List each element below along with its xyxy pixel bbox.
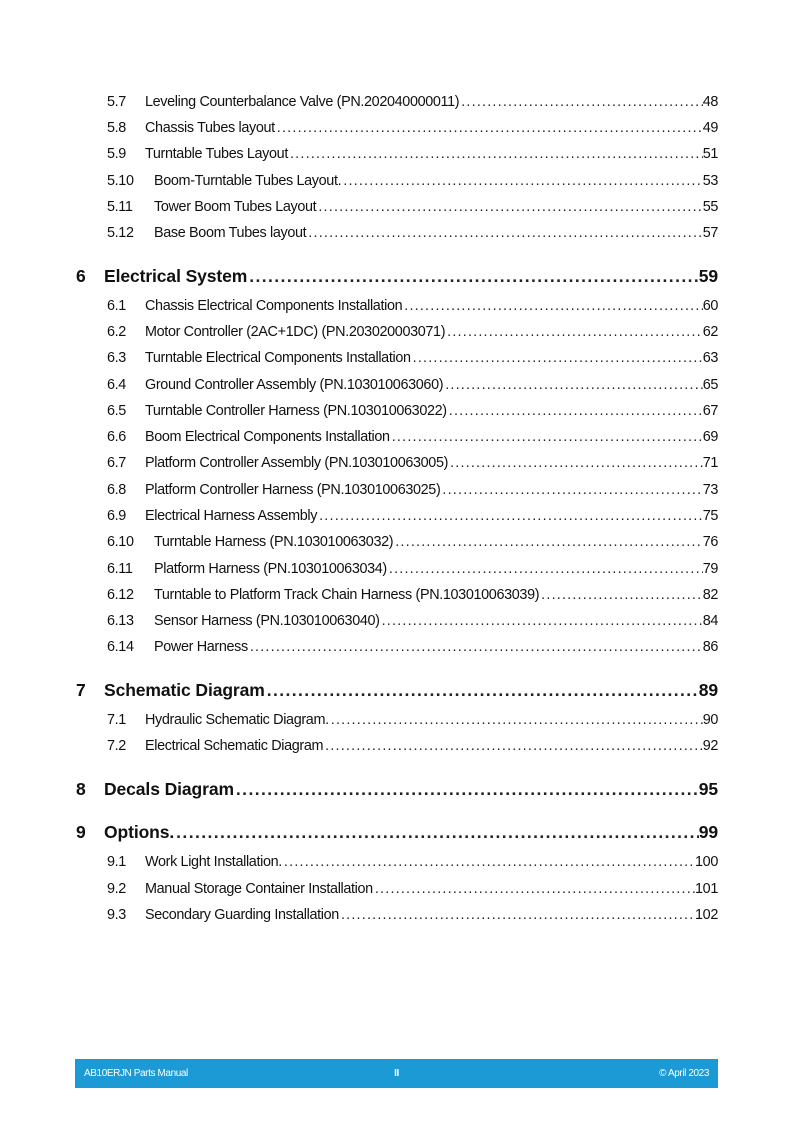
entry-number: 6.1	[107, 298, 126, 314]
dot-leader	[448, 455, 703, 471]
toc-entry-9-3[interactable]	[107, 907, 718, 923]
dot-leader	[387, 561, 703, 577]
dot-leader	[339, 907, 695, 923]
chapter-title: Schematic Diagram	[104, 680, 265, 700]
entry-page: 90	[702, 712, 718, 728]
entry-page: 60	[702, 298, 718, 314]
entry-title: Electrical Schematic Diagram	[145, 738, 324, 754]
entry-title: Hydraulic Schematic Diagram.	[145, 712, 329, 728]
chapter-number: 9	[76, 822, 86, 842]
toc-entry-6-14[interactable]	[107, 639, 718, 655]
footer-manual-title: AB10ERJN Parts Manual	[84, 1068, 188, 1079]
entry-page: 49	[702, 120, 718, 136]
entry-page: 63	[702, 350, 718, 366]
entry-page: 86	[702, 639, 718, 655]
entry-title: Leveling Counterbalance Valve (PN.202040000011)	[145, 94, 460, 110]
entry-number: 7.2	[107, 738, 126, 754]
dot-leader	[380, 613, 703, 629]
toc-entry-5-12[interactable]	[107, 225, 718, 241]
toc-entry-9-2[interactable]	[107, 881, 718, 897]
entry-page: 84	[702, 613, 718, 629]
dot-leader	[411, 350, 703, 366]
entry-number: 6.11	[107, 561, 133, 577]
entry-title: Work Light Installation.	[145, 854, 282, 870]
entry-page: 57	[702, 225, 718, 241]
dot-leader	[402, 298, 702, 314]
entry-page: 48	[702, 94, 718, 110]
dot-leader	[443, 377, 703, 393]
dot-leader	[459, 94, 702, 110]
entry-title: Turntable to Platform Track Chain Harness (PN.103010063039)	[154, 587, 540, 603]
toc-entry-6-10[interactable]	[107, 534, 718, 550]
toc-entry-5-7[interactable]	[107, 94, 718, 110]
dot-leader	[323, 738, 703, 754]
entry-page: 53	[702, 173, 718, 189]
dot-leader	[265, 680, 699, 701]
footer-page-number: II	[394, 1068, 399, 1079]
entry-number: 9.3	[107, 907, 126, 923]
entry-number: 5.9	[107, 146, 126, 162]
chapter-page: 59	[698, 266, 718, 286]
entry-title: Power Harness	[154, 639, 248, 655]
entry-page: 71	[702, 455, 718, 471]
entry-number: 6.9	[107, 508, 126, 524]
toc-entry-7-2[interactable]	[107, 738, 718, 754]
entry-number: 6.4	[107, 377, 126, 393]
entry-number: 6.14	[107, 639, 134, 655]
entry-number: 9.2	[107, 881, 126, 897]
entry-title: Platform Harness (PN.103010063034)	[154, 561, 387, 577]
entry-title: Boom-Turntable Tubes Layout.	[154, 173, 342, 189]
chapter-page: 95	[698, 779, 718, 799]
footer-date: © April 2023	[659, 1068, 709, 1079]
chapter-page: 89	[698, 680, 718, 700]
entry-number: 6.6	[107, 429, 126, 445]
dot-leader	[247, 266, 698, 287]
dot-leader	[445, 324, 703, 340]
dot-leader	[316, 199, 702, 215]
chapter-number: 7	[76, 680, 86, 700]
entry-number: 5.10	[107, 173, 134, 189]
toc-entry-6-6[interactable]	[107, 429, 718, 445]
toc-entry-6-4[interactable]	[107, 377, 718, 393]
entry-page: 73	[702, 482, 718, 498]
entry-title: Ground Controller Assembly (PN.103010063060)	[145, 377, 444, 393]
toc-entry-5-9[interactable]	[107, 146, 718, 162]
entry-title: Turntable Controller Harness (PN.103010063022)	[145, 403, 447, 419]
entry-number: 6.12	[107, 587, 134, 603]
entry-number: 5.11	[107, 199, 133, 215]
entry-title: Chassis Tubes layout	[145, 120, 275, 136]
entry-number: 6.8	[107, 482, 126, 498]
entry-title: Platform Controller Assembly (PN.103010063005)	[145, 455, 449, 471]
entry-title: Platform Controller Harness (PN.103010063025)	[145, 482, 441, 498]
toc-entry-6-2[interactable]	[107, 324, 718, 340]
toc-entry-5-11[interactable]	[107, 199, 718, 215]
entry-page: 82	[702, 587, 718, 603]
chapter-title: Decals Diagram	[104, 779, 234, 799]
entry-page: 67	[702, 403, 718, 419]
chapter-title: Electrical System	[104, 266, 248, 286]
dot-leader	[248, 639, 703, 655]
toc-chapter-8[interactable]	[76, 779, 718, 800]
entry-number: 5.12	[107, 225, 134, 241]
entry-number: 6.3	[107, 350, 126, 366]
entry-page: 51	[702, 146, 718, 162]
toc-entry-6-8[interactable]	[107, 482, 718, 498]
entry-title: Chassis Electrical Components Installation	[145, 298, 403, 314]
entry-title: Turntable Electrical Components Installation	[145, 350, 411, 366]
dot-leader	[329, 712, 703, 728]
entry-number: 6.10	[107, 534, 134, 550]
toc-entry-6-7[interactable]	[107, 455, 718, 471]
entry-page: 102	[695, 907, 718, 923]
entry-number: 7.1	[107, 712, 126, 728]
entry-number: 9.1	[107, 854, 126, 870]
entry-page: 65	[702, 377, 718, 393]
entry-number: 6.13	[107, 613, 134, 629]
dot-leader	[234, 779, 699, 800]
dot-leader	[539, 587, 703, 603]
entry-title: Turntable Harness (PN.103010063032)	[154, 534, 394, 550]
chapter-page: 99	[698, 822, 718, 842]
dot-leader	[275, 120, 703, 136]
dot-leader	[306, 225, 702, 241]
entry-page: 69	[702, 429, 718, 445]
entry-title: Tower Boom Tubes Layout	[154, 199, 317, 215]
entry-title: Electrical Harness Assembly	[145, 508, 318, 524]
entry-title: Secondary Guarding Installation	[145, 907, 339, 923]
entry-page: 79	[702, 561, 718, 577]
dot-leader	[390, 429, 703, 445]
dot-leader	[373, 881, 695, 897]
toc-entry-6-11[interactable]	[107, 561, 718, 577]
dot-leader	[341, 173, 702, 189]
entry-title: Motor Controller (2AC+1DC) (PN.203020003071)	[145, 324, 446, 340]
entry-number: 6.2	[107, 324, 126, 340]
dot-leader	[174, 822, 699, 843]
toc-chapter-9[interactable]	[76, 822, 718, 843]
toc-entry-6-5[interactable]	[107, 403, 718, 419]
toc-chapter-7[interactable]	[76, 680, 718, 701]
dot-leader	[440, 482, 702, 498]
toc-entry-7-1[interactable]	[107, 712, 718, 728]
dot-leader	[317, 508, 703, 524]
chapter-title: Options.	[104, 822, 175, 842]
entry-title: Manual Storage Container Installation	[145, 881, 373, 897]
toc-entry-9-1[interactable]	[107, 854, 718, 870]
entry-title: Sensor Harness (PN.103010063040)	[154, 613, 380, 629]
entry-page: 76	[702, 534, 718, 550]
chapter-number: 8	[76, 779, 86, 799]
entry-page: 101	[695, 881, 718, 897]
entry-number: 6.5	[107, 403, 126, 419]
chapter-number: 6	[76, 266, 86, 286]
toc-entry-6-1[interactable]	[107, 298, 718, 314]
toc-entry-6-13[interactable]	[107, 613, 718, 629]
toc-entry-6-12[interactable]	[107, 587, 718, 603]
toc-entry-5-10[interactable]	[107, 173, 718, 189]
toc-chapter-6[interactable]	[76, 266, 718, 287]
entry-page: 62	[702, 324, 718, 340]
dot-leader	[288, 146, 703, 162]
entry-number: 6.7	[107, 455, 126, 471]
entry-title: Turntable Tubes Layout	[145, 146, 288, 162]
dot-leader	[393, 534, 702, 550]
toc-entry-6-3[interactable]	[107, 350, 718, 366]
entry-title: Boom Electrical Components Installation	[145, 429, 390, 445]
entry-number: 5.8	[107, 120, 126, 136]
dot-leader	[447, 403, 703, 419]
entry-page: 100	[695, 854, 718, 870]
entry-number: 5.7	[107, 94, 126, 110]
page-footer	[75, 1059, 718, 1088]
entry-page: 55	[702, 199, 718, 215]
entry-page: 92	[702, 738, 718, 754]
toc-entry-6-9[interactable]	[107, 508, 718, 524]
dot-leader	[282, 854, 695, 870]
toc-entry-5-8[interactable]	[107, 120, 718, 136]
entry-title: Base Boom Tubes layout	[154, 225, 307, 241]
entry-page: 75	[702, 508, 718, 524]
